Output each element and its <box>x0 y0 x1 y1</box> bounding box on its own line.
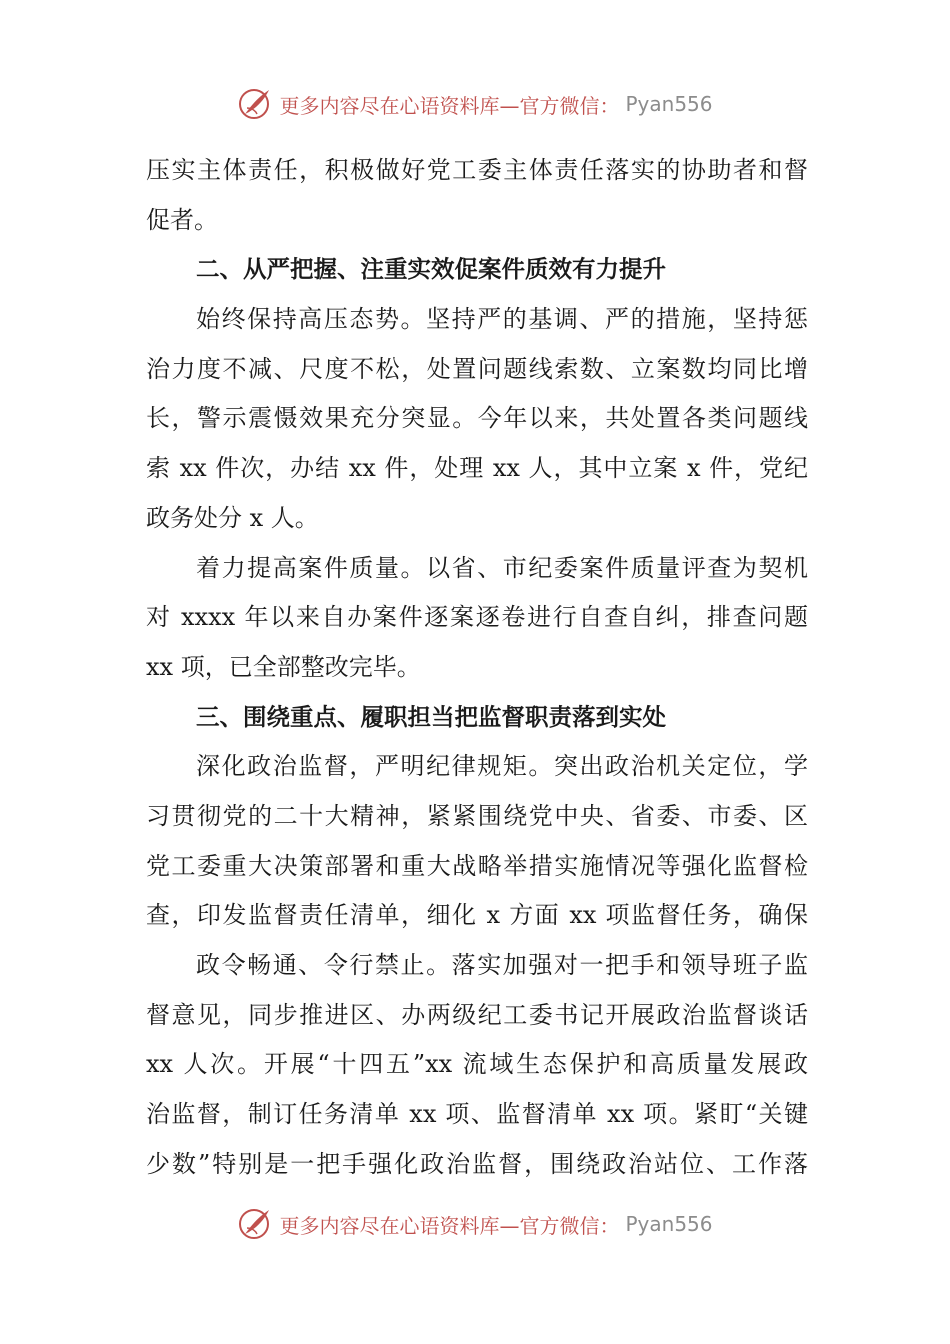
watermark-wechat-id: Pyan556 <box>625 92 713 116</box>
text-line: 长，警示震慑效果充分突显。今年以来，共处置各类问题线 <box>146 404 808 433</box>
text-line: 促者。 <box>146 205 218 234</box>
text-line: 督意见，同步推进区、办两级纪工委书记开展政治监督谈话 <box>146 1000 808 1029</box>
text-line: 政令畅通、令行禁止。落实加强对一把手和领导班子监 <box>196 951 808 979</box>
document-body <box>146 146 808 1189</box>
section-heading: 二、从严把握、注重实效促案件质效有力提升 <box>196 255 666 284</box>
watermark-footer <box>0 1206 950 1242</box>
text-line: 查，印发监督责任清单，细化 x 方面 xx 项监督任务，确保 <box>146 901 808 930</box>
text-line: 治力度不减、尺度不松，处置问题线索数、立案数均同比增 <box>146 354 808 383</box>
watermark-text: 更多内容尽在心语资料库—官方微信： <box>279 1213 620 1238</box>
text-line: 压实主体责任，积极做好党工委主体责任落实的协助者和督 <box>146 156 808 184</box>
text-line: 对 xxxx 年以来自办案件逐案逐卷进行自查自纠，排查问题 <box>146 603 808 632</box>
text-line: 着力提高案件质量。以省、市纪委案件质量评查为契机 <box>196 553 808 582</box>
quill-logo-icon <box>237 1206 273 1242</box>
text-line: 治监督，制订任务清单 xx 项、监督清单 xx 项。紧盯“关键 <box>146 1100 808 1129</box>
text-line: 始终保持高压态势。坚持严的基调、严的措施，坚持惩 <box>196 305 808 334</box>
text-line: xx 人次。开展“十四五”xx 流域生态保护和高质量发展政 <box>146 1050 808 1079</box>
watermark-wechat-id: Pyan556 <box>625 1212 713 1236</box>
text-line: xx 项，已全部整改完毕。 <box>146 652 421 681</box>
text-line: 深化政治监督，严明纪律规矩。突出政治机关定位，学 <box>196 752 808 781</box>
text-line: 政务处分 x 人。 <box>146 503 319 532</box>
text-line: 索 xx 件次，办结 xx 件，处理 xx 人，其中立案 x 件，党纪 <box>146 454 808 483</box>
text-line: 少数”特别是一把手强化政治监督，围绕政治站位、工作落 <box>146 1149 808 1178</box>
watermark-header <box>0 86 950 122</box>
watermark-text: 更多内容尽在心语资料库—官方微信： <box>279 93 620 118</box>
text-line: 党工委重大决策部署和重大战略举措实施情况等强化监督检 <box>146 851 808 880</box>
text-line: 习贯彻党的二十大精神，紧紧围绕党中央、省委、市委、区 <box>146 801 808 830</box>
section-heading: 三、围绕重点、履职担当把监督职责落到实处 <box>196 702 666 731</box>
quill-logo-icon <box>237 86 273 122</box>
